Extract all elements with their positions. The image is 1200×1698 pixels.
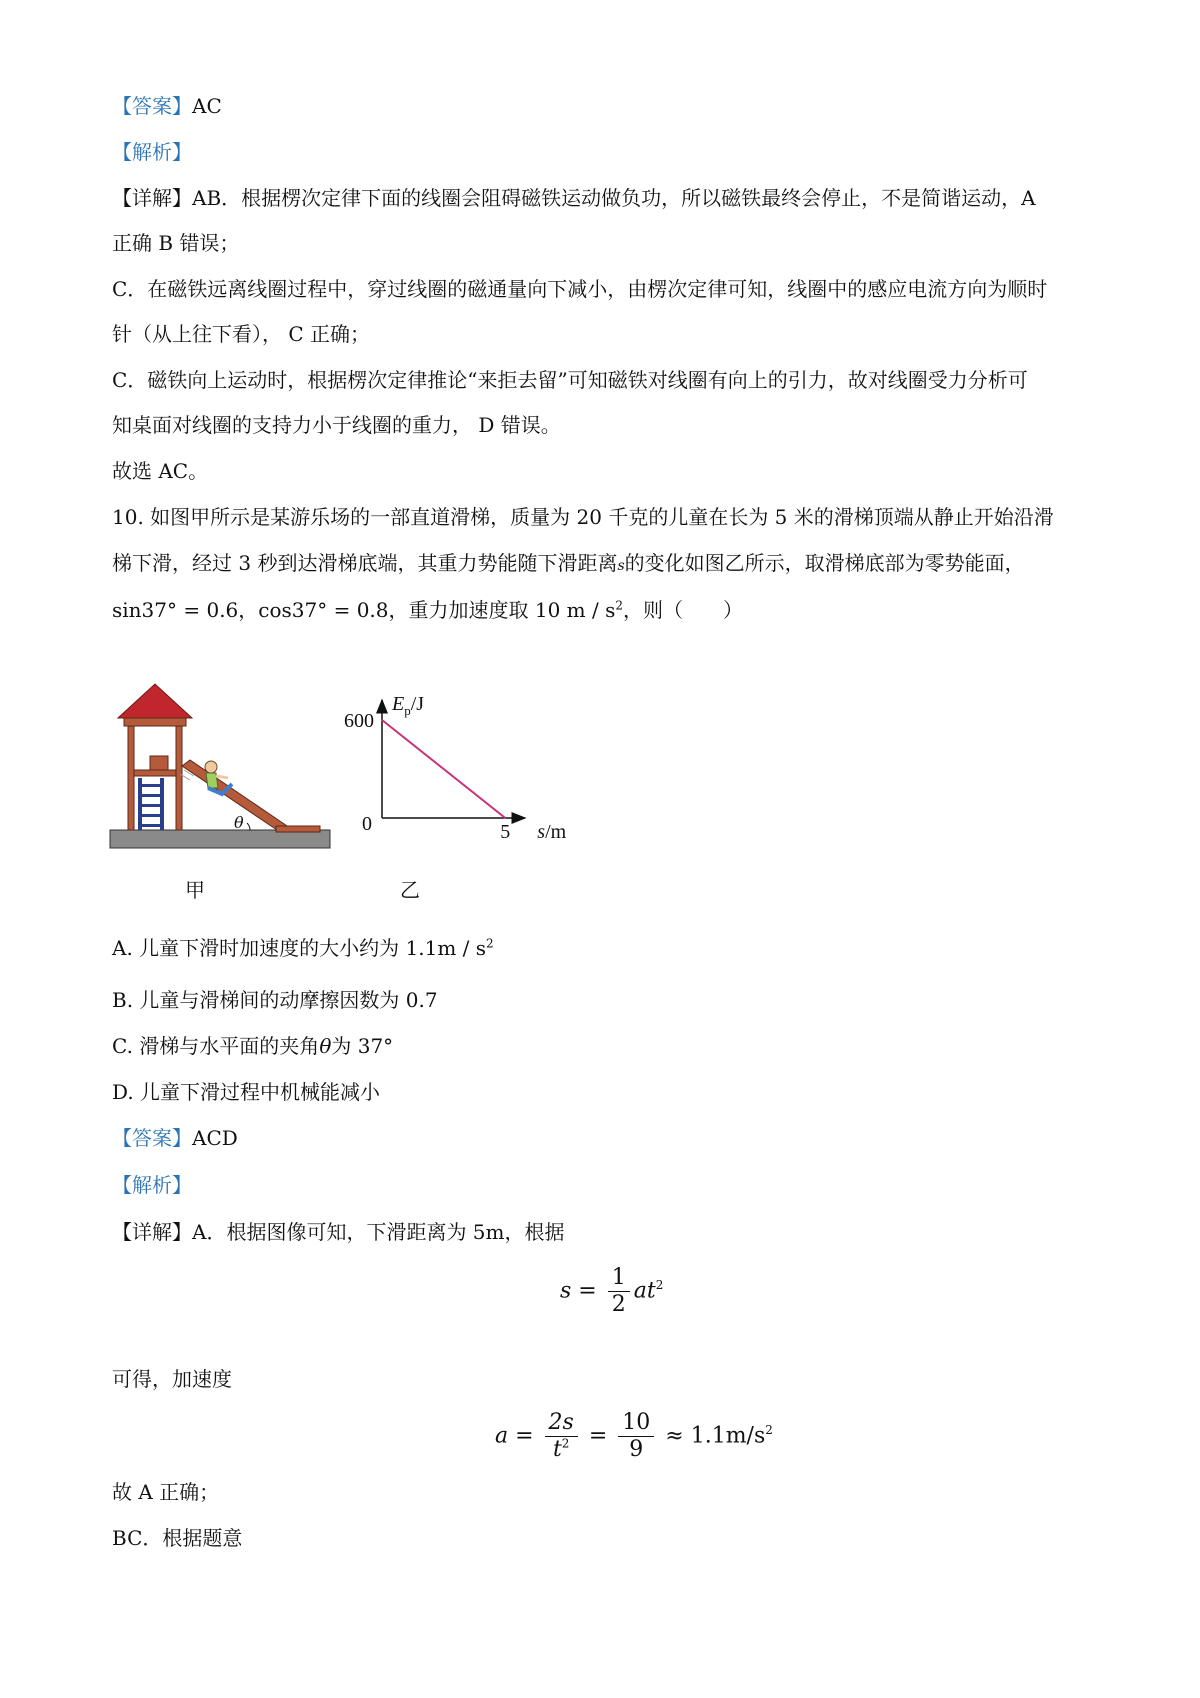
- question-10-line-2: [112, 549, 1102, 580]
- derive-line: 可得，加速度: [112, 1367, 232, 1391]
- analysis-label: 【解析】: [112, 1173, 192, 1197]
- detail-line: 针（从上往下看）， C 正确；: [112, 322, 371, 346]
- detail-line: 【详解】A．根据图像可知，下滑距离为 5m，根据: [112, 1220, 565, 1244]
- equals: =: [588, 1423, 608, 1449]
- ep-data-point: [382, 720, 383, 721]
- figure-caption-right: 乙: [400, 878, 420, 902]
- option-b: B. 儿童与滑梯间的动摩擦因数为 0.7: [112, 988, 438, 1012]
- option-d: D. 儿童下滑过程中机械能减小: [112, 1080, 381, 1104]
- detail-line: 【详解】AB．根据楞次定律下面的线圈会阻碍磁铁运动做负功，所以磁铁最终会停止，不是简谐运动，A: [112, 186, 1036, 210]
- y-axis-label: $E_p/J$: [392, 693, 425, 718]
- conclusion-line: 故 A 正确；: [112, 1480, 220, 1504]
- ep-data-point: [505, 818, 506, 819]
- figure-caption-left: 甲: [185, 878, 205, 902]
- answer-line-2: [112, 1124, 1102, 1152]
- equation-s: [560, 1265, 663, 1318]
- eq-lhs: s =: [560, 1278, 597, 1304]
- detail-line: 知桌面对线圈的支持力小于线圈的重力， D 错误。: [112, 413, 561, 437]
- numerator: 10: [622, 1410, 651, 1435]
- denominator: 9: [618, 1436, 654, 1463]
- detail-line: 正确 B 错误；: [112, 231, 240, 255]
- y-tick-label: 600: [344, 710, 374, 732]
- den-var: t: [552, 1437, 562, 1462]
- x-axis-label: s/m: [537, 821, 567, 843]
- exp: 2: [561, 1436, 570, 1451]
- q10-text: 梯下滑，经过 3 秒到达滑梯底端，其重力势能随下滑距离: [112, 551, 618, 575]
- answer-value: ACD: [192, 1126, 238, 1150]
- option-c-text: 为 37°: [331, 1034, 394, 1058]
- sep: ，: [238, 598, 259, 622]
- answer-value: AC: [192, 94, 222, 118]
- theta-symbol: θ: [319, 1034, 332, 1058]
- numerator: 1: [611, 1265, 626, 1290]
- slide-illustration: [110, 680, 340, 850]
- q10-text: 的变化如图乙所示，取滑梯底部为零势能面，: [624, 551, 1025, 575]
- ep-chart: [325, 690, 567, 850]
- ep-series-line: [382, 720, 505, 818]
- bc-line: BC．根据题意: [112, 1526, 243, 1550]
- answer-label: 【答案】: [112, 1126, 192, 1150]
- question-10-line-3: [112, 596, 1102, 624]
- equation-a: [495, 1410, 773, 1463]
- eq-lhs: a =: [495, 1423, 534, 1449]
- detail-line: C．在磁铁远离线圈过程中，穿过线圈的磁通量向下减小，由楞次定律可知，线圈中的感应电流方向为顺时: [112, 277, 1048, 301]
- exp: 2: [615, 598, 624, 613]
- ladder: [138, 778, 164, 830]
- approx-value: ≈ 1.1m/s: [665, 1423, 766, 1449]
- exp: 2: [765, 1423, 773, 1438]
- fraction: [608, 1265, 630, 1318]
- fraction: [545, 1410, 578, 1463]
- option-c-text: C. 滑梯与水平面的夹角: [112, 1034, 320, 1058]
- fraction: [618, 1410, 654, 1463]
- x-tick-label: 0: [362, 813, 372, 835]
- theta-label: θ: [234, 813, 244, 832]
- gravity-text: ，重力加速度取 10 m / s: [388, 598, 616, 622]
- option-a: [112, 934, 1102, 962]
- exp: 2: [655, 1278, 664, 1293]
- option-a-text: A. 儿童下滑时加速度的大小约为 1.1m / s: [112, 936, 487, 960]
- denominator: [545, 1436, 578, 1463]
- exp: 2: [486, 936, 494, 951]
- answer-label: 【答案】: [112, 94, 192, 118]
- eq-rhs: at: [633, 1278, 656, 1304]
- numerator: 2s: [548, 1410, 574, 1435]
- sin-value: sin37° = 0.6: [112, 598, 239, 622]
- analysis-label: 【解析】: [112, 140, 192, 164]
- answer-line-1: [112, 92, 1102, 120]
- denominator: 2: [608, 1291, 630, 1318]
- option-c: [112, 1032, 1102, 1060]
- question-10-line-1: 10. 如图甲所示是某游乐场的一部直道滑梯，质量为 20 千克的儿童在长为 5 米的滑梯顶端从静止开始沿滑: [112, 505, 1054, 529]
- q10-var-s: s: [617, 558, 625, 574]
- detail-line: C．磁铁向上运动时，根据楞次定律推论“来拒去留”可知磁铁对线圈有向上的引力，故对线圈受力分析可: [112, 368, 1028, 392]
- q10-tail: ，则（ ）: [623, 598, 744, 622]
- x-tick-label: 5: [500, 821, 511, 843]
- conclusion-line: 故选 AC。: [112, 459, 209, 483]
- cos-value: cos37° = 0.8: [258, 598, 389, 622]
